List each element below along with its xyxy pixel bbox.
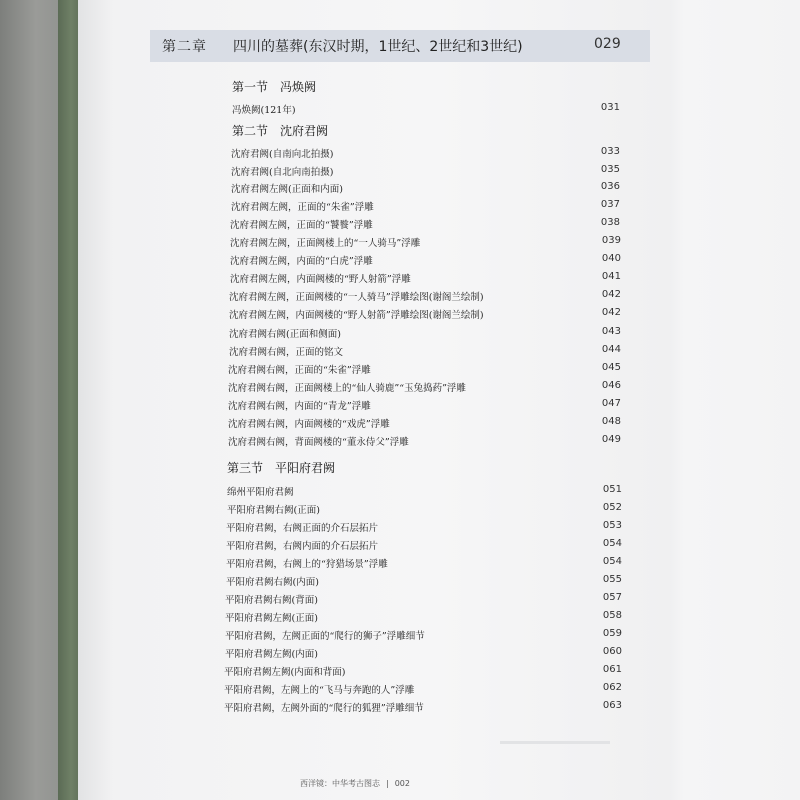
toc-entry-page: 053	[602, 520, 622, 531]
toc-entry	[0, 700, 800, 716]
toc-entry	[0, 398, 800, 414]
toc-entry	[0, 380, 800, 396]
section-heading: 第一节 冯焕阙	[232, 80, 317, 94]
toc-entry	[0, 217, 800, 233]
toc-entry	[0, 538, 800, 554]
toc-entry-page: 037	[600, 199, 620, 210]
footer-separator: |	[386, 779, 389, 788]
page-footer	[300, 778, 410, 789]
toc-entry-page: 031	[600, 102, 620, 113]
toc-entry-page: 060	[602, 646, 622, 657]
toc-entry-page: 038	[600, 217, 620, 228]
toc-entry-title: 沈府君阙左阙，内面的“白虎”浮雕	[230, 256, 373, 267]
toc-entry-title: 沈府君阙(自北向南拍摄)	[231, 167, 334, 178]
toc-entry-page: 062	[602, 682, 622, 693]
toc-entry	[0, 146, 800, 162]
toc-entry-page: 045	[601, 362, 621, 373]
toc-entry	[0, 164, 800, 180]
toc-entry	[0, 344, 800, 360]
toc-entry-title: 沈府君阙右阙，内面的“青龙”浮雕	[228, 401, 371, 412]
toc-entry-page: 046	[601, 380, 621, 391]
chapter-page-number: 029	[594, 36, 621, 52]
toc-entry-title: 沈府君阙左阙，正面的“饕餮”浮雕	[230, 220, 373, 231]
toc-entry-title: 沈府君阙右阙，内面阙楼的“戏虎”浮雕	[228, 419, 390, 430]
toc-entry	[0, 307, 800, 323]
toc-entry	[0, 556, 800, 572]
toc-entry	[0, 434, 800, 450]
toc-entry	[0, 181, 800, 197]
chapter-label: 第二章	[162, 39, 207, 55]
toc-entry-title: 沈府君阙(自南向北拍摄)	[231, 149, 334, 160]
toc-entry-title: 沈府君阙右阙，正面阙楼上的“仙人骑鹿”“玉兔捣药”浮雕	[228, 383, 466, 394]
toc-entry-page: 063	[602, 700, 622, 711]
toc-entry	[0, 289, 800, 305]
toc-entry-title: 平阳府君阙，右阙正面的介石层拓片	[226, 523, 379, 534]
toc-entry-page: 035	[600, 164, 620, 175]
toc-entry-page: 058	[602, 610, 622, 621]
toc-entry	[0, 502, 800, 518]
toc-entry	[0, 520, 800, 536]
toc-entry	[0, 199, 800, 215]
toc-entry-title: 沈府君阙左阙，正面阙楼的“一人骑马”浮雕绘图(谢阁兰绘制)	[229, 292, 484, 303]
section-heading: 第二节 沈府君阙	[232, 124, 329, 138]
toc-entry	[0, 484, 800, 500]
toc-entry-page: 039	[601, 235, 621, 246]
toc-entry	[0, 646, 800, 662]
toc-entry-title: 冯焕阙(121年)	[232, 105, 296, 116]
toc-entry-page: 051	[602, 484, 622, 495]
toc-entry-title: 平阳府君阙左阙(内面和背面)	[224, 667, 346, 678]
toc-entry-page: 048	[601, 416, 621, 427]
toc-entry-title: 平阳府君阙右阙(背面)	[225, 595, 318, 606]
toc-entry-title: 沈府君阙右阙(正面和侧面)	[229, 329, 341, 340]
toc-entry-title: 平阳府君阙，左阙正面的“爬行的狮子”浮雕细节	[225, 631, 425, 642]
toc-entry-title: 沈府君阙右阙，正面的“朱雀”浮雕	[228, 365, 371, 376]
toc-entry-title: 平阳府君阙右阙(正面)	[227, 505, 320, 516]
toc-entry-page: 055	[602, 574, 622, 585]
toc-entry-title: 平阳府君阙左阙(内面)	[225, 649, 318, 660]
toc-entry	[0, 610, 800, 626]
toc-entry-title: 沈府君阙左阙，正面的“朱雀”浮雕	[231, 202, 374, 213]
toc-entry-page: 061	[602, 664, 622, 675]
toc-entry	[0, 682, 800, 698]
toc-entry-page: 057	[602, 592, 622, 603]
toc-entry-title: 平阳府君阙，右阙上的“狩猎场景”浮雕	[226, 559, 388, 570]
toc-entry-title: 沈府君阙右阙，背面阙楼的“董永侍父”浮雕	[228, 437, 409, 448]
toc-entry-page: 042	[601, 307, 621, 318]
toc-entry-page: 047	[601, 398, 621, 409]
toc-entry-page: 044	[601, 344, 621, 355]
chapter-title: 四川的墓葬(东汉时期，1世纪、2世纪和3世纪)	[233, 39, 523, 55]
toc-entry-page: 043	[601, 326, 621, 337]
toc-entry	[0, 102, 800, 118]
toc-entry-title: 平阳府君阙左阙(正面)	[225, 613, 318, 624]
toc-entry	[0, 628, 800, 644]
toc-entry	[0, 326, 800, 342]
toc-entry-title: 绵州平阳府君阙	[227, 487, 294, 498]
toc-entry-page: 049	[601, 434, 621, 445]
toc-entry	[0, 416, 800, 432]
toc-entry-title: 沈府君阙左阙，内面阙楼的“野人射箭”浮雕绘图(谢阁兰绘制)	[229, 310, 484, 321]
toc-entry	[0, 253, 800, 269]
footer-book-title: 西洋镜：中华考古图志	[300, 779, 380, 788]
footer-page-number: 002	[394, 779, 410, 788]
toc-entry-title: 平阳府君阙，左阙外面的“爬行的狐狸”浮雕细节	[224, 703, 424, 714]
toc-entry-page: 059	[602, 628, 622, 639]
toc-entry-title: 沈府君阙右阙，正面的铭文	[229, 347, 344, 358]
toc-entry-title: 平阳府君阙右阙(内面)	[226, 577, 319, 588]
toc-entry-page: 054	[602, 538, 622, 549]
toc-entry-page: 033	[600, 146, 620, 157]
toc-entry-page: 052	[602, 502, 622, 513]
toc-entry	[0, 271, 800, 287]
toc-entry-page: 054	[602, 556, 622, 567]
toc-entry-title: 沈府君阙左阙，内面阙楼的“野人射箭”浮雕	[230, 274, 411, 285]
toc-entry-title: 沈府君阙左阙(正面和内面)	[231, 184, 343, 195]
toc-entry-page: 040	[601, 253, 621, 264]
section-heading: 第三节 平阳府君阙	[227, 461, 336, 475]
toc-entry-title: 平阳府君阙，右阙内面的介石层拓片	[226, 541, 379, 552]
toc-entry-page: 036	[600, 181, 620, 192]
toc-entry	[0, 592, 800, 608]
toc-entry	[0, 664, 800, 680]
toc-entry	[0, 235, 800, 251]
toc-entry-title: 平阳府君阙，左阙上的“飞马与奔跑的人”浮雕	[224, 685, 415, 696]
toc-entry-page: 042	[601, 289, 621, 300]
show-through-line	[500, 741, 610, 744]
toc-entry	[0, 362, 800, 378]
toc-entry-page: 041	[601, 271, 621, 282]
toc-entry	[0, 574, 800, 590]
toc-entry-title: 沈府君阙左阙，正面阙楼上的“一人骑马”浮雕	[230, 238, 421, 249]
